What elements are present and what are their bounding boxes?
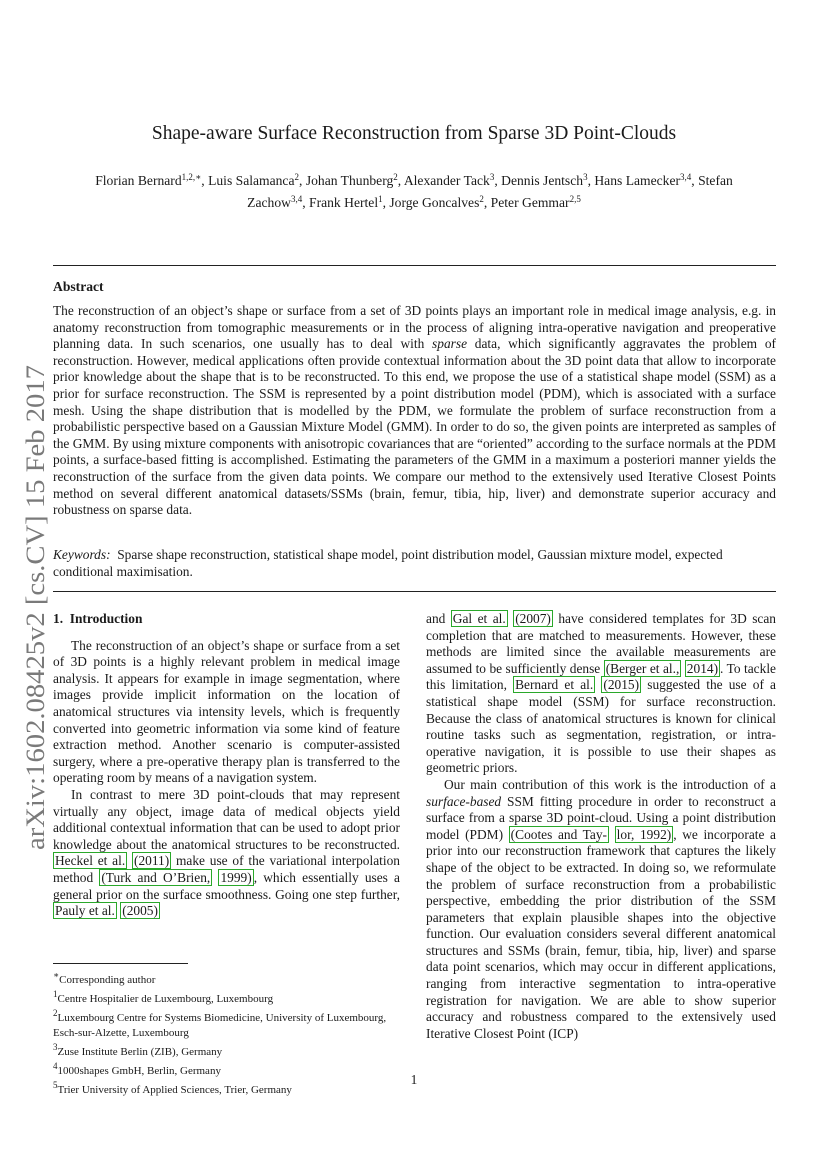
keywords [53, 546, 776, 580]
citation-link[interactable]: Gal et al. [452, 611, 506, 626]
paper-title: Shape-aware Surface Reconstruction from Sparse 3D Point-Clouds [151, 123, 677, 144]
page-number: 1 [410, 1072, 418, 1087]
footnote-affiliation-5: $^5$Trier University of Applied Sciences, Trier, Germany [53, 1080, 292, 1097]
left-column [53, 611, 400, 920]
section-number: 1. [53, 611, 64, 626]
intro-paragraph-1: The reconstruction of an object’s shape or surface from a set of 3D points is a highly relevant problem in medical image analysis. It appears for example in image segmentation, where images provide implicit information on the location of anatomical structures via intensity levels, which is frequently converted into geometric information via some kind of feature extraction method. Another scenario is computer-assisted surgery, where a pre-operative therapy plan is transferred to the operating room by means of a navigation system. [53, 637, 400, 786]
abstract-text: The reconstruction of an object’s shape or surface from a set of 3D points plays an important role in medical image analysis, e.g. in anatomy reconstruction from tomographic measurements or in the process of aligning intra-operative navigation and preoperative planning data. In such scenarios, one usually has to deal with sparse data, which significantly aggravates the problem of reconstruction. However, medical applications often provide contextual information about the 3D point data that allow to incorporate prior knowledge about the shape that is to be reconstructed. To this end, we propose the use of a statistical shape model (SSM) as a prior for surface reconstruction. The SSM is represented by a point distribution model (PDM), which is associated with a surface mesh. Using the shape distribution that is modelled by the PDM, we formulate the problem of surface reconstruction from a probabilistic perspective based on a Gaussian Mixture Model (GMM). In order to do so, the given points are interpreted as samples of the GMM. By using mixture components with anisotropic covariances that are “oriented” according to the surface normals at the PDM points, a surface-based fitting is accomplished. Estimating the parameters of the GMM in a maximum a posteriori manner yields the reconstruction of the surface from the given data points. We compare our method to the extensively used Iterative Closest Points method on several different anatomical datasets/SSMs (brain, femur, tibia, hip, liver) and demonstrate superior accuracy and robustness on sparse data. [53, 303, 776, 518]
footnote-corresponding: ∗Corresponding author [53, 970, 156, 986]
citation-link[interactable]: (2011) [133, 853, 170, 869]
citation-link[interactable]: 2014) [686, 660, 719, 676]
citation-link[interactable]: lor, 1992) [616, 826, 672, 842]
right-column [426, 611, 776, 1042]
footnote-rule [53, 963, 188, 964]
arxiv-identifier: arXiv:1602.08425v2 [cs.CV] 15 Feb 2017 [20, 401, 50, 850]
citation-link[interactable]: Bernard et al. [515, 677, 594, 693]
author-line-2: Zachow$^{3,4}$, Frank Hertel$^1$, Jorge Goncalves$^2$, Peter Gemmar$^{2,5}$ [247, 194, 581, 210]
citation-link[interactable]: (2015) [603, 677, 640, 693]
author-line-1: Florian Bernard$^{1,2,∗}$, Luis Salamanca$^2$, Johan Thunberg$^2$, Alexander Tack$^3$, Dennis Jentsch$^3$, Hans Lamecker$^{3,4}$, Stefan [95, 172, 733, 188]
arxiv-sidebar [14, 365, 54, 865]
citation-link[interactable]: (2007) [515, 611, 551, 626]
section-title: Introduction [69, 611, 143, 626]
footnote-affiliation-2: $^2$Luxembourg Centre for Systems Biomedicine, University of Luxembourg, Esch-sur-Alzette, Luxembourg [53, 1008, 387, 1039]
citation-link[interactable]: (Berger et al., [605, 660, 680, 676]
keywords-label: Keywords: [53, 547, 111, 562]
keywords-text: Sparse shape reconstruction, statistical shape model, point distribution model, Gaussian mixture model, expected conditional maximisation. [53, 547, 723, 579]
author-list [50, 168, 778, 212]
abstract-top-rule [53, 265, 776, 266]
intro-paragraph-2: In contrast to mere 3D point-clouds that may represent virtually any object, image data of medical objects yield additional contextual information that can be used to adopt prior knowledge about the anatomical structures to be reconstructed. Heckel et al. (2011) make use of the variational interpolation method (Turk and O’Brien, 1999) , which essentially uses a general prior on the surface smoothness. Going one step further, Pauly et al. (2005) [53, 786, 400, 919]
intro-paragraph-3: and Gal et al. (2007) have considered templates for 3D scan completion that are matched to measurements. However, these methods are limited since the available measurements are assumed to be sufficiently dense (Berger et al., 2014) . To tackle this limitation, Bernard et al. (2015) suggested the use of a statistical shape model (SSM) for surface reconstruction. Because the class of anatomical structures is known for clinical routine tasks such as segmentation, registration, or intra-operative navigation, it is possible to use their shapes as geometric priors. [426, 611, 777, 776]
intro-paragraph-4: Our main contribution of this work is the introduction of a surface-based SSM fitting procedure in order to reconstruct a surface from a sparse 3D point-cloud. Using a point distribution model (PDM) (Cootes and Tay- lor, 1992) , we incorporate a prior into our reconstruction framework that captures the likely shape of the object to be extracted. In doing so, we reformulate the problem of surface reconstruction from a probabilistic perspective, embedding the prior distribution of the SSM parameters that explain plausible shapes into the objective function. Our evaluation considers several different anatomical structures and SSMs (brain, femur, tibia, hip, liver) and sparse data point scenarios, which may occur in different applications, ranging from interactive segmentation to intra-operative registration for navigation. We are able to show superior accuracy and robustness compared to the extensively used Iterative Closest Point (ICP) [426, 776, 776, 1041]
citation-link[interactable]: Heckel et al. [55, 853, 126, 869]
footnote-affiliation-1: $^1$Centre Hospitalier de Luxembourg, Luxembourg [53, 989, 274, 1006]
abstract-heading: Abstract [53, 279, 104, 294]
citation-link[interactable]: (Turk and O’Brien, [101, 869, 211, 885]
footnote-affiliation-4: $^4$1000shapes GmbH, Berlin, Germany [53, 1061, 221, 1078]
abstract-bottom-rule [53, 591, 776, 592]
section-heading-introduction [53, 611, 400, 628]
footnote-affiliation-3: $^3$Zuse Institute Berlin (ZIB), Germany [53, 1041, 223, 1058]
citation-link[interactable]: (2005) [122, 903, 158, 919]
citation-link[interactable]: (Cootes and Tay- [510, 826, 608, 842]
citation-link[interactable]: 1999) [220, 869, 252, 885]
citation-link[interactable]: Pauly et al. [55, 903, 115, 919]
